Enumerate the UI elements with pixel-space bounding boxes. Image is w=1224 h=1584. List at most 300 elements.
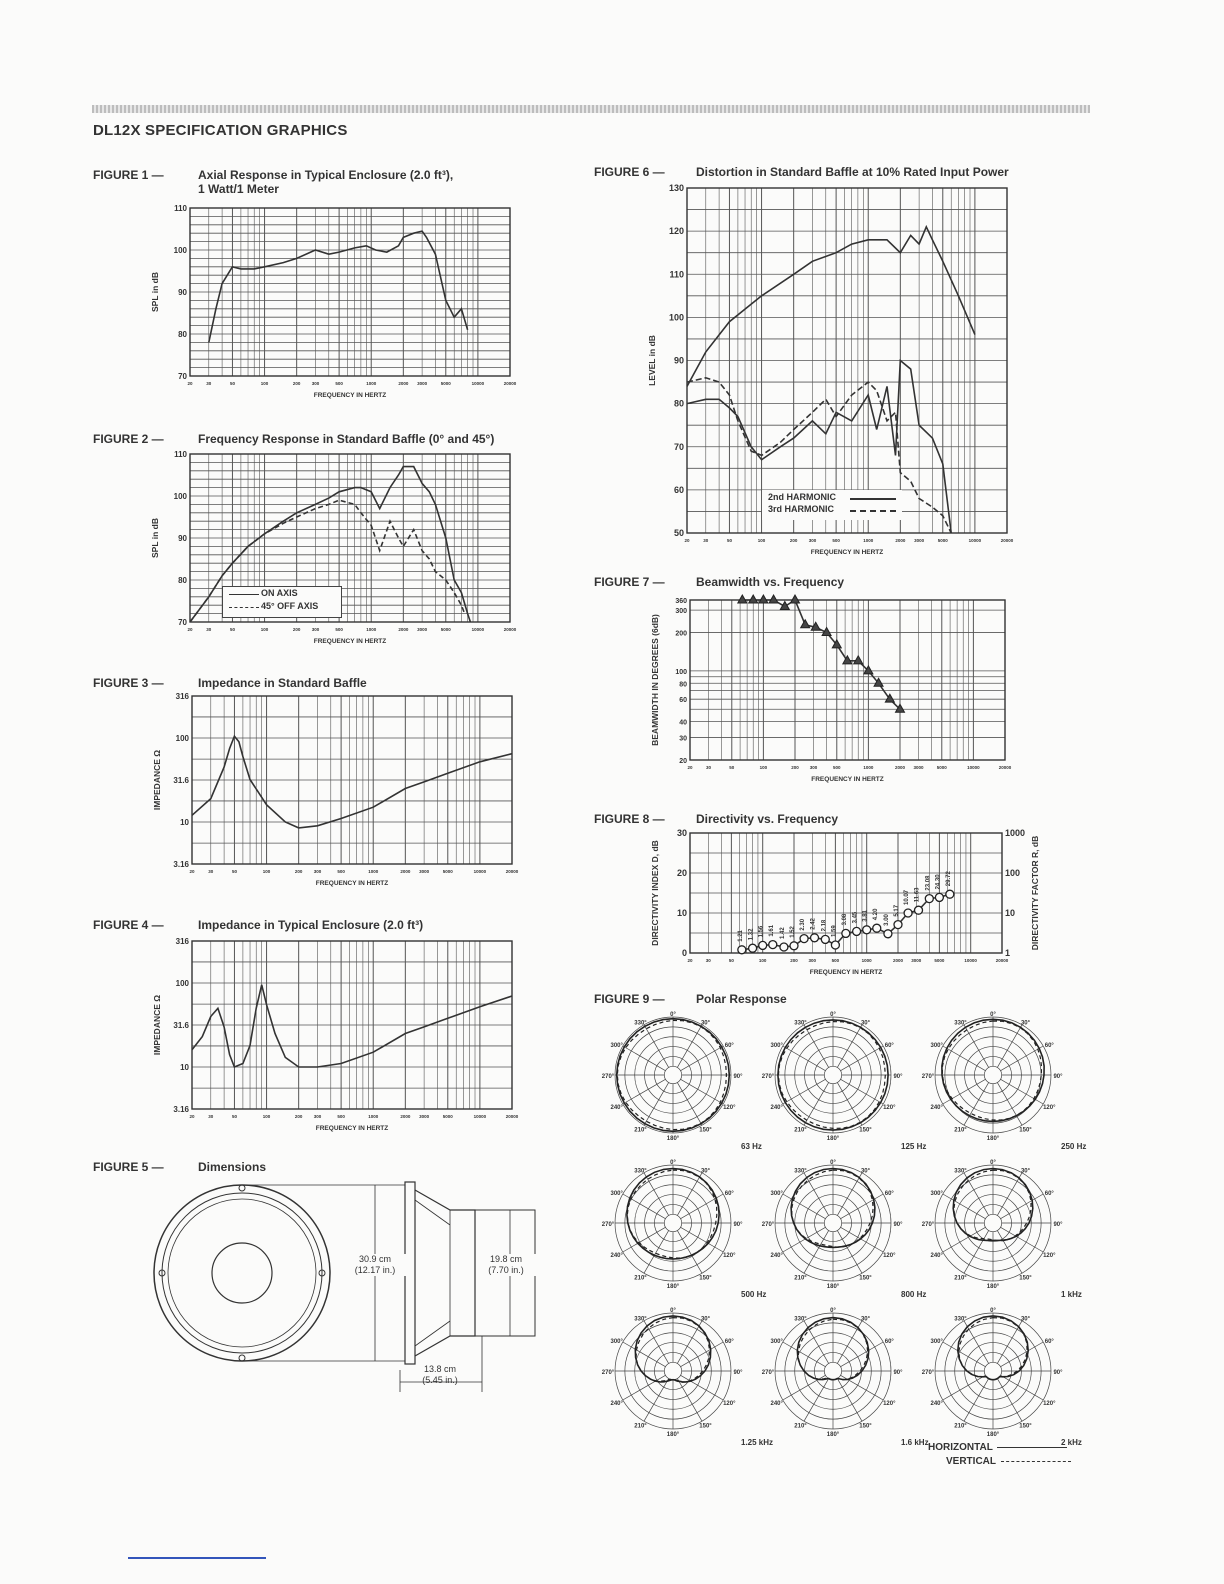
y-tick-label: 100 (175, 733, 189, 743)
polar-angle-label: 270° (921, 1370, 935, 1376)
x-tick-label: 2000 (400, 869, 411, 874)
polar-angle-label: 150° (699, 1275, 712, 1282)
polar-angle-label: 0° (670, 1012, 676, 1018)
series-line-beamwidth (742, 600, 900, 709)
polar-angle-label: 30° (1020, 1020, 1031, 1027)
polar-angle-label: 90° (1053, 1222, 1063, 1228)
polar-angle-label: 90° (733, 1370, 743, 1376)
x-tick-label: 5000 (442, 869, 453, 874)
data-point-circle (811, 934, 819, 942)
polar-angle-label: 270° (601, 1222, 615, 1228)
x-tick-label: 5000 (936, 765, 947, 770)
y-tick-label: 40 (679, 719, 687, 727)
x-tick-label: 300 (313, 1114, 322, 1119)
polar-angle-label: 0° (830, 1308, 836, 1314)
polar-angle-label: 180° (986, 1284, 1000, 1290)
x-tick-label: 100 (759, 765, 768, 770)
polar-angle-label: 150° (859, 1127, 872, 1134)
polar-angle-label: 60° (884, 1339, 894, 1345)
y-tick-label: 60 (679, 697, 687, 705)
polar-ring (824, 1214, 841, 1231)
polar-angle-label: 60° (884, 1043, 894, 1049)
x-tick-label: 3000 (914, 538, 925, 543)
x-tick-label: 5000 (442, 1114, 453, 1119)
x-axis-label: FREQUENCY IN HERTZ (810, 549, 884, 556)
polar-angle-label: 150° (699, 1423, 712, 1430)
polar-ring (664, 1362, 681, 1379)
x-tick-label: 300 (808, 538, 817, 543)
y-tick-label: 316 (175, 692, 189, 701)
polar-angle-label: 180° (986, 1136, 1000, 1142)
x-tick-label: 20 (687, 765, 693, 770)
q-value-label: 1.21 (737, 930, 744, 942)
polar-plot-6 (922, 1160, 1082, 1299)
x-axis-label: FREQUENCY IN HERTZ (313, 392, 387, 399)
polar-plot-2 (762, 1012, 927, 1151)
polar-frequency-label: 1 kHz (1061, 1290, 1082, 1299)
q-value-label: 10.07 (904, 889, 911, 905)
polar-angle-label: 150° (699, 1127, 712, 1134)
y-tick-label: 316 (175, 937, 189, 946)
data-point-circle (873, 924, 881, 932)
polar-angle-label: 150° (1019, 1127, 1032, 1134)
polar-angle-label: 300° (930, 1191, 943, 1197)
polar-angle-label: 270° (601, 1074, 615, 1080)
figure-3-chart (140, 688, 530, 893)
data-point-circle (759, 941, 767, 949)
figure-7-label: FIGURE 7 — (594, 575, 665, 589)
data-point-circle (780, 943, 788, 951)
polar-angle-label: 300° (930, 1339, 943, 1345)
polar-angle-label: 120° (1043, 1401, 1056, 1407)
polar-angle-label: 270° (761, 1370, 775, 1376)
x-tick-label: 200 (789, 538, 798, 543)
figure-3-label: FIGURE 3 — (93, 676, 164, 690)
series-line-impedance (192, 736, 512, 828)
data-point-circle (831, 941, 839, 949)
polar-frequency-label: 2 kHz (1061, 1438, 1082, 1447)
polar-angle-label: 180° (826, 1284, 840, 1290)
polar-angle-label: 180° (986, 1432, 1000, 1438)
x-tick-label: 5000 (937, 538, 948, 543)
x-tick-label: 2000 (398, 381, 409, 386)
x-tick-label: 100 (757, 538, 766, 543)
figure-3-title: Impedance in Standard Baffle (198, 676, 367, 690)
legend-vertical: VERTICAL (946, 1456, 996, 1467)
depth-in: (5.45 in.) (422, 1375, 458, 1385)
polar-angle-label: 330° (954, 1316, 967, 1323)
x-tick-label: 300 (311, 381, 320, 386)
y-tick-label: 30 (679, 735, 687, 743)
polar-angle-label: 90° (893, 1370, 903, 1376)
figure-5-dimension-drawing (150, 1170, 550, 1400)
y-tick-label: 200 (675, 630, 687, 638)
x-tick-label: 20000 (503, 381, 517, 386)
x-tick-label: 20000 (1000, 538, 1014, 543)
data-point-circle (790, 942, 798, 950)
x-tick-label: 50 (728, 958, 734, 963)
y-axis-label: BEAMWIDTH IN DEGREES (6dB) (650, 614, 660, 746)
y-tick-label: 70 (178, 618, 187, 627)
figure-8-chart (645, 825, 1065, 980)
polar-frequency-label: 500 Hz (741, 1290, 767, 1299)
figure-9-title: Polar Response (696, 992, 787, 1006)
x-tick-label: 30 (703, 538, 709, 543)
q-value-label: 29.72 (945, 871, 952, 887)
q-value-label: 1.59 (831, 925, 838, 937)
q-value-label: 2.42 (810, 918, 817, 930)
x-tick-label: 20000 (505, 869, 519, 874)
x-tick-label: 1000 (368, 1114, 379, 1119)
y-tick-label: 20 (679, 758, 687, 765)
figure-6-label: FIGURE 6 — (594, 165, 665, 179)
polar-ring (664, 1214, 681, 1231)
side-basket (415, 1190, 475, 1356)
polar-angle-label: 90° (893, 1074, 903, 1080)
series-line-fundamental (687, 227, 975, 387)
polar-angle-label: 330° (794, 1168, 807, 1175)
data-point-circle (884, 930, 892, 938)
x-tick-label: 2000 (894, 765, 906, 770)
x-tick-label: 1000 (366, 381, 377, 386)
y-right-tick-label: 10 (1005, 908, 1016, 918)
polar-angle-label: 270° (761, 1074, 775, 1080)
x-tick-label: 50 (729, 765, 735, 770)
legend-3rd-harmonic: 3rd HARMONIC (768, 504, 835, 514)
figure-1-title: Axial Response in Typical Enclosure (2.0 ft³), 1 Watt/1 Meter (198, 168, 454, 196)
y-axis-label: SPL in dB (150, 518, 160, 558)
polar-angle-label: 0° (830, 1012, 836, 1018)
polar-vertical-curve (942, 1021, 1041, 1120)
figure-2-legend (222, 586, 342, 618)
x-axis-label: FREQUENCY IN HERTZ (313, 638, 387, 645)
polar-plot-9 (922, 1308, 1082, 1447)
polar-angle-label: 210° (954, 1127, 967, 1134)
polar-angle-label: 240° (930, 1253, 943, 1259)
data-point-triangle (769, 595, 778, 603)
x-tick-label: 3000 (419, 869, 430, 874)
x-tick-label: 10000 (473, 1114, 487, 1119)
y-tick-label: 31.6 (173, 1021, 189, 1030)
y-tick-label: 0 (681, 948, 687, 958)
y-tick-label: 360 (675, 598, 687, 605)
polar-angle-label: 60° (1044, 1191, 1054, 1197)
x-tick-label: 1000 (368, 869, 379, 874)
x-tick-label: 30 (206, 627, 212, 632)
figure-1-chart (140, 200, 530, 405)
y-right-tick-label: 1000 (1005, 828, 1026, 838)
data-point-circle (935, 893, 943, 901)
q-value-label: 2.18 (821, 919, 828, 932)
x-tick-label: 10000 (967, 765, 980, 770)
y-tick-label: 3.16 (173, 1105, 189, 1114)
legend-3rd-line (850, 510, 896, 512)
polar-angle-label: 90° (893, 1222, 903, 1228)
polar-angle-label: 30° (860, 1020, 871, 1027)
x-tick-label: 500 (335, 627, 343, 632)
y-tick-label: 60 (673, 484, 684, 495)
legend-off-axis: 45° OFF AXIS (261, 601, 319, 611)
y-tick-label: 80 (178, 576, 187, 585)
x-tick-label: 20 (187, 627, 193, 632)
x-axis-label: FREQUENCY IN HERTZ (315, 1125, 389, 1132)
x-tick-label: 3000 (913, 765, 924, 770)
figure-5-label: FIGURE 5 — (93, 1160, 164, 1174)
polar-angle-label: 330° (794, 1316, 807, 1323)
x-tick-label: 5000 (440, 381, 451, 386)
y-tick-label: 300 (675, 608, 687, 616)
q-value-label: 4.20 (872, 908, 879, 921)
polar-angle-label: 0° (990, 1012, 996, 1018)
x-tick-label: 30 (206, 381, 212, 386)
data-point-circle (904, 909, 912, 917)
polar-plot-5 (762, 1160, 927, 1299)
x-tick-label: 2000 (895, 538, 906, 543)
x-tick-label: 3000 (417, 381, 428, 386)
figure-6-legend (762, 490, 902, 520)
x-tick-label: 50 (229, 627, 235, 632)
data-point-circle (769, 941, 777, 949)
x-tick-label: 1000 (861, 958, 872, 963)
q-value-label: 3.00 (883, 914, 890, 926)
speaker-outer-rim (154, 1185, 330, 1361)
q-value-label: 5.17 (894, 904, 900, 917)
polar-angle-label: 300° (610, 1339, 623, 1345)
polar-angle-label: 150° (1019, 1423, 1032, 1430)
q-value-label: 1.52 (790, 926, 796, 938)
q-value-label: 1.42 (779, 927, 786, 939)
speaker-cone-edge (168, 1199, 316, 1347)
x-tick-label: 200 (790, 958, 798, 963)
polar-angle-label: 240° (610, 1253, 623, 1259)
polar-angle-label: 90° (1053, 1370, 1063, 1376)
data-point-triangle (738, 595, 747, 603)
polar-frequency-label: 250 Hz (1061, 1142, 1087, 1151)
polar-angle-label: 210° (954, 1275, 967, 1282)
speaker-surround (162, 1193, 322, 1353)
polar-angle-label: 210° (634, 1275, 647, 1282)
page-title: DL12X SPECIFICATION GRAPHICS (93, 122, 348, 139)
polar-frequency-label: 63 Hz (741, 1142, 762, 1151)
y-tick-label: 20 (676, 868, 687, 878)
q-value-label: 24.30 (935, 874, 942, 890)
q-value-label: 2.30 (800, 918, 807, 931)
polar-angle-label: 90° (733, 1074, 743, 1080)
x-tick-label: 50 (726, 538, 732, 543)
x-tick-label: 10000 (473, 869, 487, 874)
data-point-circle (863, 926, 871, 934)
polar-angle-label: 60° (724, 1191, 734, 1197)
y-tick-label: 80 (178, 330, 187, 339)
x-tick-label: 500 (335, 381, 343, 386)
polar-angle-label: 300° (610, 1191, 623, 1197)
legend-horizontal-line (997, 1447, 1067, 1448)
y-tick-label: 110 (174, 204, 187, 213)
x-axis-label: FREQUENCY IN HERTZ (315, 880, 389, 887)
figure-6-title: Distortion in Standard Baffle at 10% Rated Input Power (696, 165, 1009, 179)
polar-angle-label: 210° (794, 1275, 807, 1282)
x-tick-label: 100 (262, 869, 271, 874)
y-tick-label: 70 (673, 441, 684, 452)
y-tick-label: 10 (676, 908, 687, 918)
polar-angle-label: 300° (770, 1339, 783, 1345)
y-tick-label: 130 (668, 183, 684, 193)
polar-ring (824, 1066, 841, 1083)
x-tick-label: 10000 (471, 381, 485, 386)
y-axis-label: LEVEL in dB (647, 335, 657, 386)
polar-angle-label: 210° (954, 1423, 967, 1430)
figure-4-chart (140, 933, 530, 1138)
data-point-triangle (791, 595, 800, 603)
data-point-circle (800, 935, 808, 943)
polar-angle-label: 330° (634, 1316, 647, 1323)
polar-angle-label: 120° (883, 1401, 896, 1407)
mount-depth-in: (7.70 in.) (488, 1265, 524, 1275)
polar-angle-label: 90° (733, 1222, 743, 1228)
polar-angle-label: 180° (666, 1136, 680, 1142)
polar-plot-8 (762, 1308, 929, 1447)
legend-on-axis-line (229, 594, 259, 595)
x-tick-label: 2000 (892, 958, 904, 963)
figure-4-label: FIGURE 4 — (93, 918, 164, 932)
polar-angle-label: 30° (1020, 1316, 1031, 1323)
polar-angle-label: 60° (724, 1339, 734, 1345)
polar-angle-label: 270° (921, 1074, 935, 1080)
x-tick-label: 20 (187, 381, 193, 386)
y-axis-label: DIRECTIVITY INDEX D, dB (650, 840, 660, 946)
y-tick-label: 100 (675, 668, 687, 676)
y-axis-label: SPL in dB (150, 272, 160, 312)
polar-angle-label: 150° (1019, 1275, 1032, 1282)
y-tick-label: 80 (679, 681, 687, 689)
polar-plot-3 (922, 1012, 1087, 1151)
x-tick-label: 30 (705, 765, 711, 770)
mount-depth-cm: 19.8 cm (489, 1254, 522, 1264)
data-point-circle (821, 935, 829, 943)
x-tick-label: 50 (231, 1114, 237, 1119)
polar-angle-label: 270° (921, 1222, 935, 1228)
x-tick-label: 5000 (934, 958, 945, 963)
y-tick-label: 110 (669, 269, 684, 280)
depth-cm: 13.8 cm (423, 1364, 456, 1374)
polar-plot-7 (602, 1308, 773, 1447)
y-tick-label: 100 (668, 312, 684, 323)
y-tick-label: 100 (173, 492, 187, 501)
polar-angle-label: 60° (884, 1191, 894, 1197)
polar-angle-label: 240° (610, 1401, 623, 1407)
data-point-triangle (854, 656, 863, 664)
series-line-impedance (192, 985, 512, 1067)
figure-9-label: FIGURE 9 — (594, 992, 665, 1006)
data-point-circle (894, 921, 902, 929)
polar-angle-label: 120° (1043, 1105, 1056, 1111)
data-point-circle (915, 906, 923, 914)
x-tick-label: 3000 (417, 627, 428, 632)
x-tick-label: 300 (313, 869, 322, 874)
figure-4-title: Impedance in Typical Enclosure (2.0 ft³) (198, 918, 424, 932)
x-axis-label: FREQUENCY IN HERTZ (811, 776, 884, 783)
legend-2nd-line (850, 498, 896, 500)
q-value-label: 3.08 (841, 913, 848, 926)
polar-angle-label: 180° (666, 1432, 680, 1438)
polar-angle-label: 0° (990, 1308, 996, 1314)
y-tick-label: 110 (174, 450, 187, 459)
polar-frequency-label: 125 Hz (901, 1142, 927, 1151)
speaker-dust-cap (212, 1243, 272, 1303)
x-tick-label: 500 (833, 765, 841, 770)
y-tick-label: 100 (175, 978, 189, 988)
x-tick-label: 200 (294, 1114, 303, 1119)
polar-angle-label: 120° (723, 1105, 736, 1111)
q-value-label: 1.56 (758, 925, 765, 938)
polar-angle-label: 300° (770, 1043, 783, 1049)
polar-angle-label: 30° (1020, 1168, 1031, 1175)
polar-angle-label: 150° (859, 1275, 872, 1282)
polar-angle-label: 30° (860, 1316, 871, 1323)
q-value-label: 3.45 (852, 911, 859, 924)
legend-off-axis-line (229, 607, 259, 608)
mount-depth-label (476, 1254, 536, 1276)
x-axis-label: FREQUENCY IN HERTZ (809, 969, 883, 976)
polar-angle-label: 60° (724, 1043, 734, 1049)
x-tick-label: 50 (231, 869, 237, 874)
y-tick-label: 30 (676, 828, 687, 838)
polar-angle-label: 60° (1044, 1043, 1054, 1049)
q-value-label: 3.81 (862, 910, 869, 922)
x-tick-label: 300 (809, 765, 818, 770)
polar-angle-label: 240° (770, 1105, 783, 1111)
y-tick-label: 31.6 (173, 776, 189, 785)
y-tick-label: 10 (180, 817, 189, 827)
x-tick-label: 1000 (366, 627, 377, 632)
polar-angle-label: 120° (723, 1253, 736, 1259)
x-tick-label: 30 (705, 958, 711, 963)
polar-ring (984, 1066, 1001, 1083)
x-tick-label: 200 (294, 869, 303, 874)
polar-angle-label: 0° (990, 1160, 996, 1166)
x-tick-label: 300 (808, 958, 817, 963)
data-point-triangle (801, 620, 810, 628)
x-tick-label: 500 (337, 869, 345, 874)
polar-ring (824, 1362, 841, 1379)
data-point-circle (738, 946, 746, 954)
x-tick-label: 1000 (863, 538, 874, 543)
x-tick-label: 50 (229, 381, 235, 386)
x-tick-label: 3000 (419, 1114, 430, 1119)
figure-2-label: FIGURE 2 — (93, 432, 164, 446)
x-tick-label: 100 (260, 381, 269, 386)
depth-label (405, 1364, 475, 1386)
polar-angle-label: 300° (930, 1043, 943, 1049)
x-tick-label: 200 (292, 381, 301, 386)
polar-ring (984, 1214, 1001, 1231)
x-tick-label: 200 (292, 627, 301, 632)
figure-2-title: Frequency Response in Standard Baffle (0° and 45°) (198, 432, 495, 446)
polar-angle-label: 0° (670, 1160, 676, 1166)
polar-angle-label: 300° (770, 1191, 783, 1197)
y-tick-label: 70 (178, 372, 187, 381)
data-point-triangle (759, 595, 768, 603)
polar-vertical-curve (792, 1170, 873, 1247)
y-tick-label: 10 (180, 1062, 189, 1072)
y-tick-label: 90 (178, 288, 187, 297)
x-tick-label: 100 (260, 627, 269, 632)
polar-ring (664, 1066, 681, 1083)
y-tick-label: 90 (178, 534, 187, 543)
data-point-circle (925, 895, 933, 903)
polar-angle-label: 240° (930, 1105, 943, 1111)
figure-9-polar-grid (596, 1005, 1096, 1475)
